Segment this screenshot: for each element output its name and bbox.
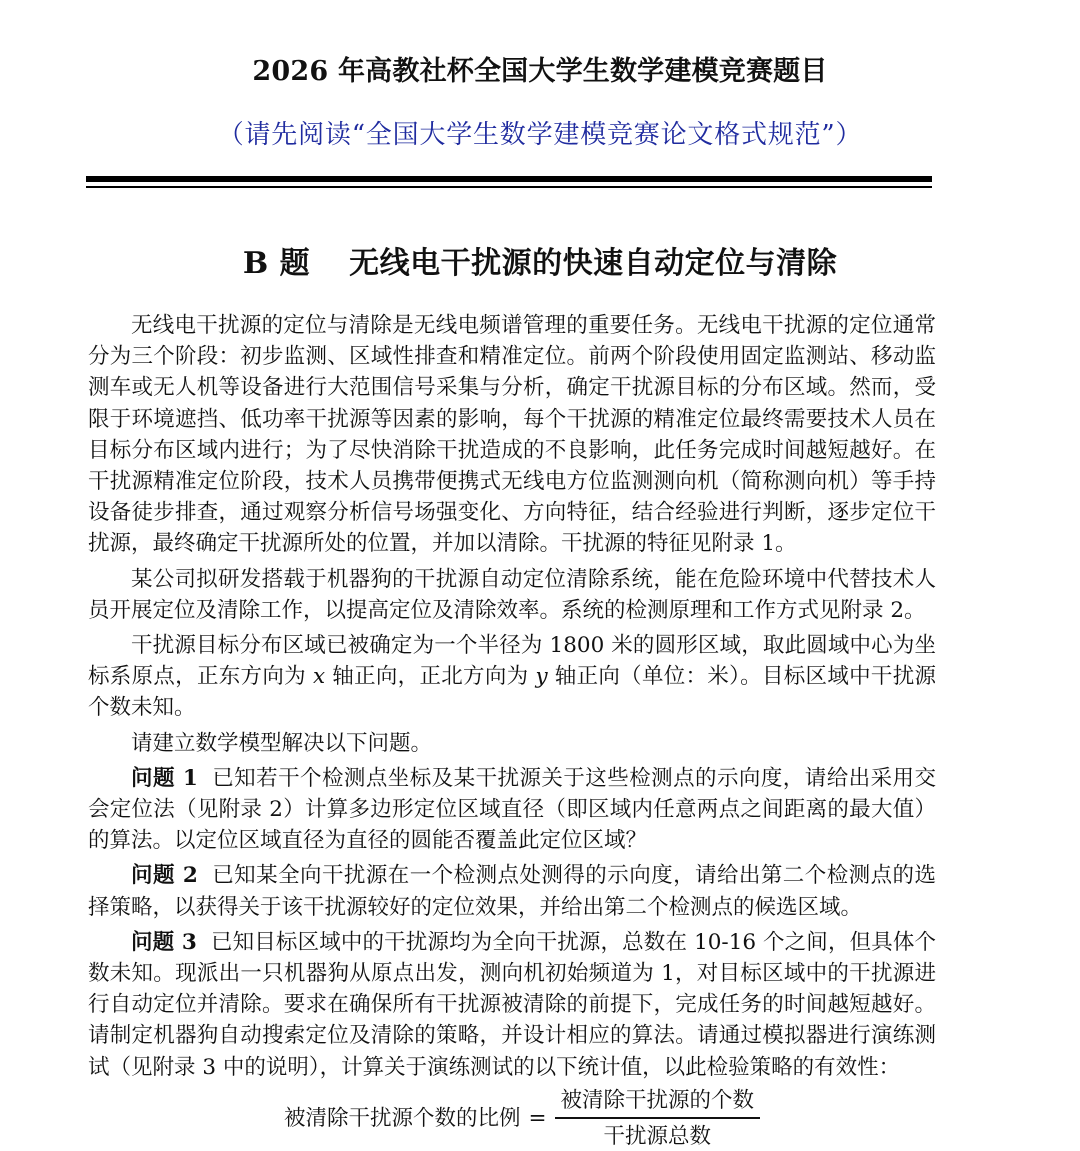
question-3-label: 问题 3 <box>131 929 197 955</box>
question-2 <box>88 860 936 922</box>
fraction-line <box>555 1117 761 1119</box>
problem-label: B 题 <box>242 246 311 281</box>
question-3 <box>88 927 936 1083</box>
y-axis-variable: y <box>535 664 548 690</box>
title-rule-thick <box>86 176 932 182</box>
system-paragraph: 某公司拟研发搭载于机器狗的干扰源自动定位清除系统，能在危险环境中代替技术人员开展定位及清除工作，以提高定位及清除效率。系统的检测原理和工作方式见附录 2。 <box>88 566 936 623</box>
region-text-part1: 干扰源目标分布区域已被确定为一个半径为 1800 米的圆形区域，取此圆域中心为坐标系原点，正东方向为 <box>88 633 936 690</box>
formula-fraction <box>555 1087 761 1151</box>
question-1 <box>88 763 936 857</box>
formula-numerator: 被清除干扰源的个数 <box>560 1088 755 1114</box>
formula-left-side: 被清除干扰源个数的比例 <box>284 1106 521 1131</box>
question-1-text: 已知若干个检测点坐标及某干扰源关于这些检测点的示向度，请给出采用交会定位法（见附录 2）计算多边形定位区域直径（即区域内任意两点之间距离的最大值）的算法。以定位区域直径为直径的圆能否覆盖此定位区域？ <box>88 765 936 854</box>
problem-body <box>88 310 936 1083</box>
formula-denominator: 干扰源总数 <box>603 1123 712 1149</box>
format-notice-subtitle: （请先阅读“全国大学生数学建模竞赛论文格式规范”） <box>217 120 863 150</box>
removal-ratio-formula <box>284 1088 755 1150</box>
x-axis-variable: x <box>313 664 326 690</box>
question-2-label: 问题 2 <box>131 863 198 889</box>
problem-heading <box>0 242 1080 286</box>
title-rule-thin <box>86 186 932 188</box>
contest-title: 2026 年高教社杯全国大学生数学建模竞赛题目 <box>252 56 828 87</box>
question-1-label: 问题 1 <box>131 765 198 791</box>
question-2-text: 已知某全向干扰源在一个检测点处测得的示向度，请给出第二个检测点的选择策略，以获得关于该干扰源较好的定位效果，并给出第二个检测点的候选区域。 <box>88 863 936 920</box>
region-text-part3: 轴正向（单位：米）。目标区域中干扰源个数未知。 <box>88 664 936 721</box>
intro-paragraph: 无线电干扰源的定位与清除是无线电频谱管理的重要任务。无线电干扰源的定位通常分为三个阶段：初步监测、区域性排查和精准定位。前两个阶段使用固定监测站、移动监测车或无人机等设备进行大范围信号采集与分析，确定干扰源目标的分布区域。然而，受限于环境遮挡、低功率干扰源等因素的影响，每个干扰源的精准定位最终需要技术人员在目标分布区域内进行；为了尽快消除干扰造成的不良影响，此任务完成时间越短越好。在干扰源精准定位阶段，技术人员携带便携式无线电方位监测测向机（简称测向机）等手持设备徒步排查，通过观察分析信号场强变化、方向特征，结合经验进行判断，逐步定位干扰源，最终确定干扰源所处的位置，并加以清除。干扰源的特征见附录 1。 <box>88 313 936 557</box>
question-3-text: 已知目标区域中的干扰源均为全向干扰源，总数在 10-16 个之间，但具体个数未知。现派出一只机器狗从原点出发，测向机初始频道为 1，对目标区域中的干扰源进行自动定位并清除。要求在确保所有干扰源被清除的前提下，完成任务的时间越短越好。请制定机器狗自动搜索定位及清除的策略，并设计相应的算法。请通过模拟器进行演练测试（见附录 3 中的说明），计算关于演练测试的以下统计值，以此检验策略的有效性： <box>88 929 936 1080</box>
problem-name: 无线电干扰源的快速自动定位与清除 <box>349 246 838 281</box>
formula-equals-sign: = <box>528 1106 547 1131</box>
region-text-part2: 轴正向，正北方向为 <box>325 664 536 690</box>
region-paragraph <box>88 630 936 724</box>
task-instruction: 请建立数学模型解决以下问题。 <box>131 730 433 756</box>
